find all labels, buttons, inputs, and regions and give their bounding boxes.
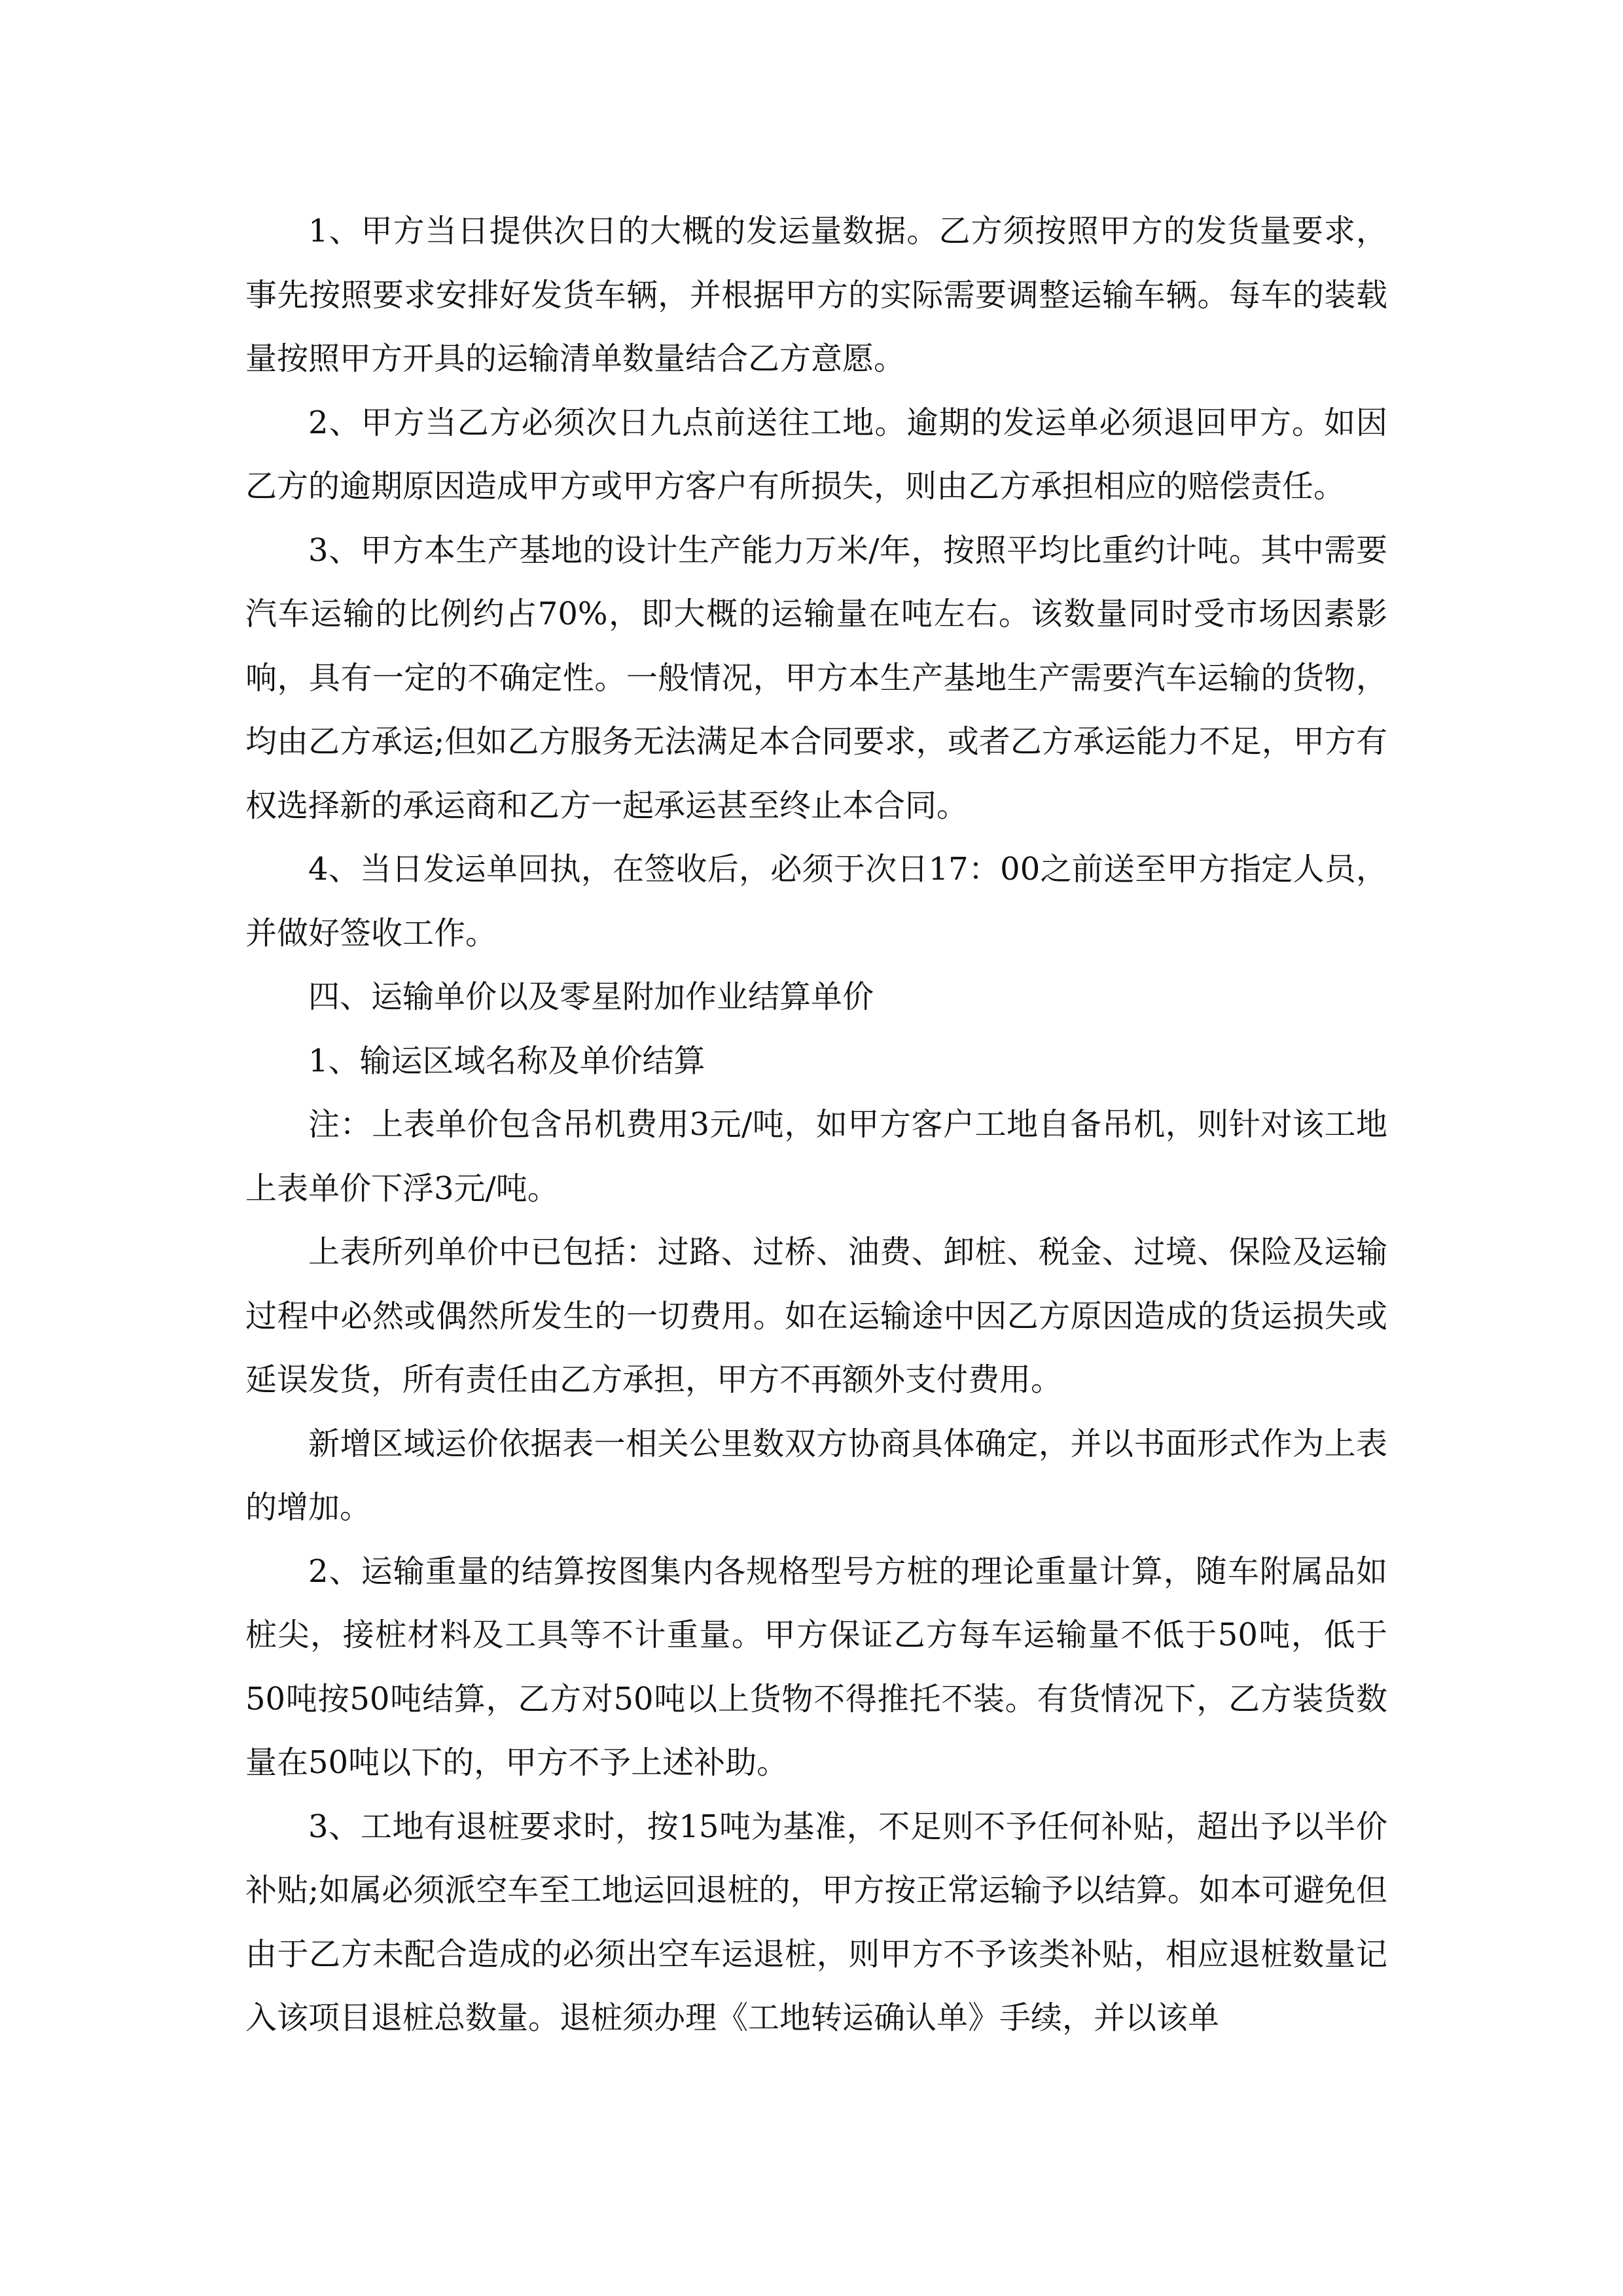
- subsection-heading: 1、输运区域名称及单价结算: [308, 1042, 705, 1079]
- paragraph-2: 2、甲方当乙方必须次日九点前送往工地。逾期的发运单必须退回甲方。如因乙方的逾期原因造成甲方或甲方客户有所损失，则由乙方承担相应的赔偿责任。: [245, 404, 1387, 505]
- note-paragraph: 注：上表单价包含吊机费用3元/吨，如甲方客户工地自备吊机，则针对该工地上表单价下浮3元/吨。: [245, 1106, 1387, 1207]
- section-heading: 四、运输单价以及零星附加作业结算单价: [308, 978, 874, 1015]
- paragraph-1: 1、甲方当日提供次日的大概的发运量数据。乙方须按照甲方的发货量要求，事先按照要求安排好发货车辆，并根据甲方的实际需要调整运输车辆。每车的装载量按照甲方开具的运输清单数量结合乙方意愿。: [245, 213, 1387, 377]
- document-body: [245, 200, 1387, 2051]
- paragraph-weight-settlement: 2、运输重量的结算按图集内各规格型号方桩的理论重量计算，随车附属品如桩尖，接桩材料及工具等不计重量。甲方保证乙方每车运输量不低于50吨，低于50吨按50吨结算，乙方对50吨以上货物不得推托不装。有货情况下，乙方装货数量在50吨以下的，甲方不予上述补助。: [245, 1552, 1387, 1781]
- paragraph-included-costs: 上表所列单价中已包括：过路、过桥、油费、卸桩、税金、过境、保险及运输过程中必然或偶然所发生的一切费用。如在运输途中因乙方原因造成的货运损失或延误发货，所有责任由乙方承担，甲方不再额外支付费用。: [245, 1234, 1387, 1398]
- paragraph-returned-piles: 3、工地有退桩要求时，按15吨为基准，不足则不予任何补贴，超出予以半价补贴;如属必须派空车至工地运回退桩的，甲方按正常运输予以结算。如本可避免但由于乙方未配合造成的必须出空车运退桩，则甲方不予该类补贴，相应退桩数量记入该项目退桩总数量。退桩须办理《工地转运确认单》手续，并以该单: [245, 1808, 1387, 2036]
- paragraph-3: 3、甲方本生产基地的设计生产能力万米/年，按照平均比重约计吨。其中需要汽车运输的比例约占70%，即大概的运输量在吨左右。该数量同时受市场因素影响，具有一定的不确定性。一般情况，甲方本生产基地生产需要汽车运输的货物，均由乙方承运;但如乙方服务无法满足本合同要求，或者乙方承运能力不足，甲方有权选择新的承运商和乙方一起承运甚至终止本合同。: [245, 531, 1387, 824]
- paragraph-new-regions: 新增区域运价依据表一相关公里数双方协商具体确定，并以书面形式作为上表的增加。: [245, 1425, 1387, 1526]
- paragraph-4: 4、当日发运单回执，在签收后，必须于次日17：00之前送至甲方指定人员，并做好签收工作。: [245, 851, 1387, 952]
